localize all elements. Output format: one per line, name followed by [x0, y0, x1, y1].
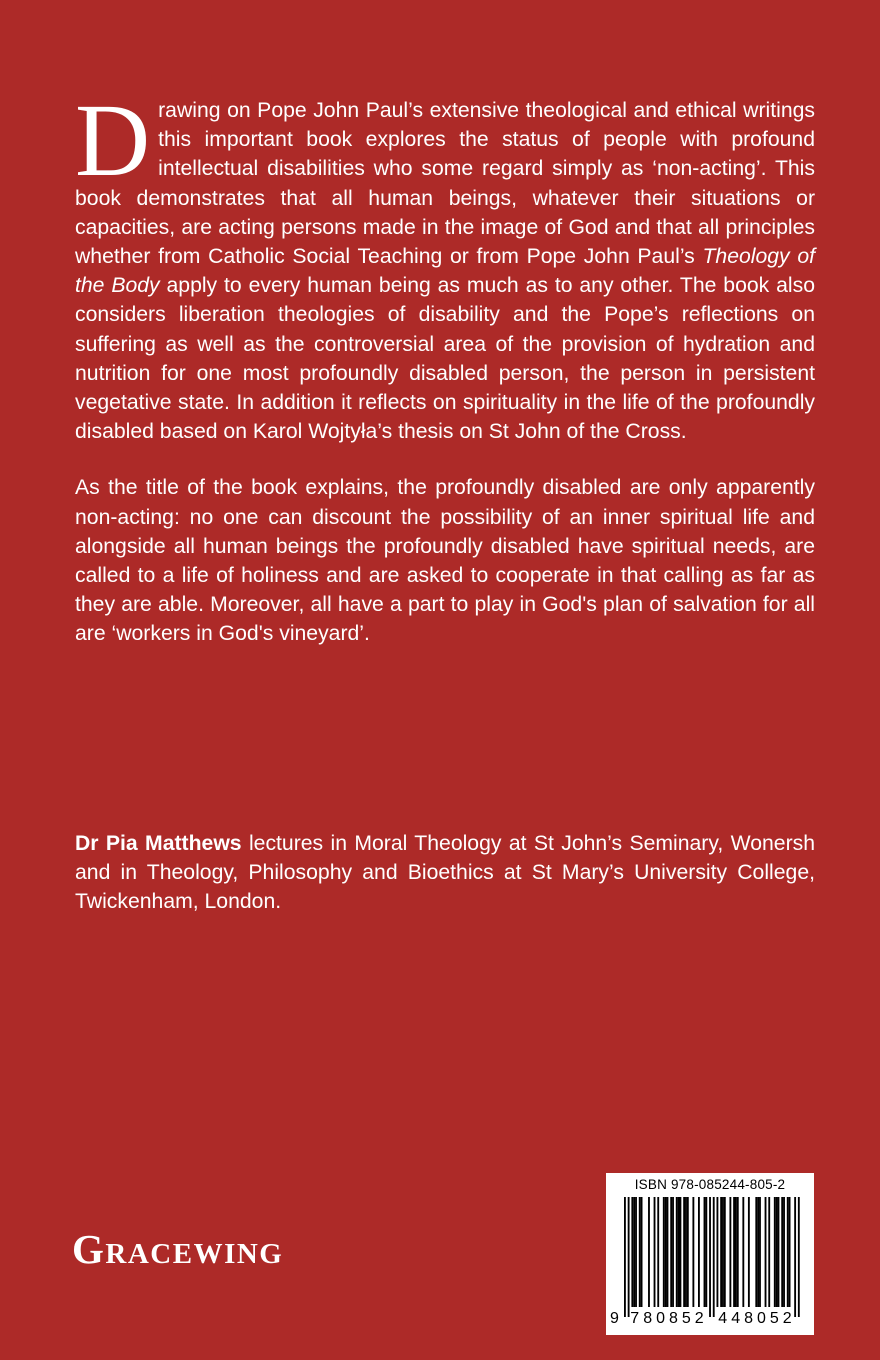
barcode-bar	[713, 1197, 715, 1317]
barcode-bar	[778, 1197, 780, 1307]
barcode-bar	[685, 1197, 687, 1307]
barcode-bar	[692, 1197, 694, 1307]
barcode-digits-right: 448052	[718, 1310, 796, 1327]
barcode-bar	[657, 1197, 659, 1307]
author-bio-text: lectures in Moral Theology at St John’s Seminary, Wonersh and in Theology, Philosophy and Bioethics at St Mary’s University College, Twickenham, London.	[75, 832, 816, 914]
barcode-digit-first: 9	[610, 1310, 620, 1327]
barcode-bar	[633, 1197, 635, 1307]
blurb-paragraph-2: As the title of the book explains, the profoundly disabled are only apparently non-acting: no one can discount the possibility of an inner spiritual life and alongside all human beings the profoundly disabled have spiritual needs, are called to a life of holiness and are asked to cooperate in that calling as far as they are able. Moreover, all have a part to play in God's plan of salvation for all are ‘workers in God's vineyard’.	[75, 476, 815, 646]
barcode-bar	[705, 1197, 707, 1307]
barcode-bar	[737, 1197, 739, 1307]
barcode-bar	[794, 1197, 796, 1317]
barcode-bar	[768, 1197, 770, 1307]
barcode-bar	[720, 1197, 722, 1307]
barcode-bar	[704, 1197, 706, 1307]
barcode-digits-left: 780852	[630, 1310, 708, 1327]
barcode-bar	[648, 1197, 650, 1307]
publisher-logo: Gracewing	[72, 1226, 284, 1272]
barcode-bar	[698, 1197, 700, 1307]
barcode-bar	[783, 1197, 785, 1307]
barcode-bar	[789, 1197, 791, 1307]
author-bio	[75, 829, 815, 917]
barcode-bar	[776, 1197, 778, 1307]
barcode-bar	[624, 1197, 626, 1317]
barcode-bar	[787, 1197, 789, 1307]
isbn-label: ISBN 978-085244-805-2	[634, 1177, 786, 1192]
isbn-barcode	[606, 1173, 814, 1335]
barcode-bar	[670, 1197, 672, 1307]
barcode-bar	[798, 1197, 800, 1317]
blurb-paragraph-1-tail: apply to every human being as much as to any other. The book also considers liberation theologies of disability and the Pope’s reflections on suffering as well as the controversial area of the provision of hydration and nutrition for one most profoundly disabled person, the person in persistent vegetative state. In addition it reflects on spirituality in the life of the profoundly disabled based on Karol Wojtyła’s thesis on St John of the Cross.	[75, 274, 815, 444]
barcode-bar	[709, 1197, 711, 1317]
barcode-bar	[635, 1197, 637, 1307]
barcode-bar	[724, 1197, 726, 1307]
blurb-paragraph-1	[75, 83, 816, 446]
barcode-bar	[676, 1197, 678, 1307]
barcode-bar	[774, 1197, 776, 1307]
barcode-bar	[748, 1197, 750, 1307]
barcode-bar	[755, 1197, 757, 1307]
barcode-bar	[729, 1197, 731, 1307]
barcode-bar	[665, 1197, 667, 1307]
barcode-bar	[641, 1197, 643, 1307]
barcode-bar	[722, 1197, 724, 1307]
barcode-bar	[678, 1197, 680, 1307]
barcode-bar	[628, 1197, 630, 1317]
barcode-bar	[672, 1197, 674, 1307]
barcode-bar	[757, 1197, 759, 1307]
barcode-bar	[765, 1197, 767, 1307]
barcode-bar	[683, 1197, 685, 1307]
barcode-bar	[631, 1197, 633, 1307]
drop-cap: D	[75, 83, 151, 198]
barcode-bar	[717, 1197, 719, 1307]
barcode-bar	[680, 1197, 682, 1307]
barcode-bar	[781, 1197, 783, 1307]
barcode-bar	[735, 1197, 737, 1307]
barcode-bar	[687, 1197, 689, 1307]
book-title-italic: Theology of the Body	[75, 245, 816, 298]
back-cover-blurb	[75, 83, 816, 649]
barcode-bar	[639, 1197, 641, 1307]
barcode-bar	[759, 1197, 761, 1307]
barcode-bar	[733, 1197, 735, 1307]
barcode-bar	[663, 1197, 665, 1307]
barcode-bar	[654, 1197, 656, 1307]
blurb-paragraph-1-lead: rawing on Pope John Paul’s extensive theological and ethical writings this important book explores the status of people with profound intellectual disabilities who some regard simply as ‘non-acting’. This book demonstrates that all human beings, whatever their situations or capacities, are acting persons made in the image of God and that all principles whether from Catholic Social Teaching or from Pope John Paul’s	[75, 99, 815, 269]
barcode-bar	[667, 1197, 669, 1307]
author-name: Dr Pia Matthews	[75, 832, 242, 855]
barcode-bar	[742, 1197, 744, 1307]
